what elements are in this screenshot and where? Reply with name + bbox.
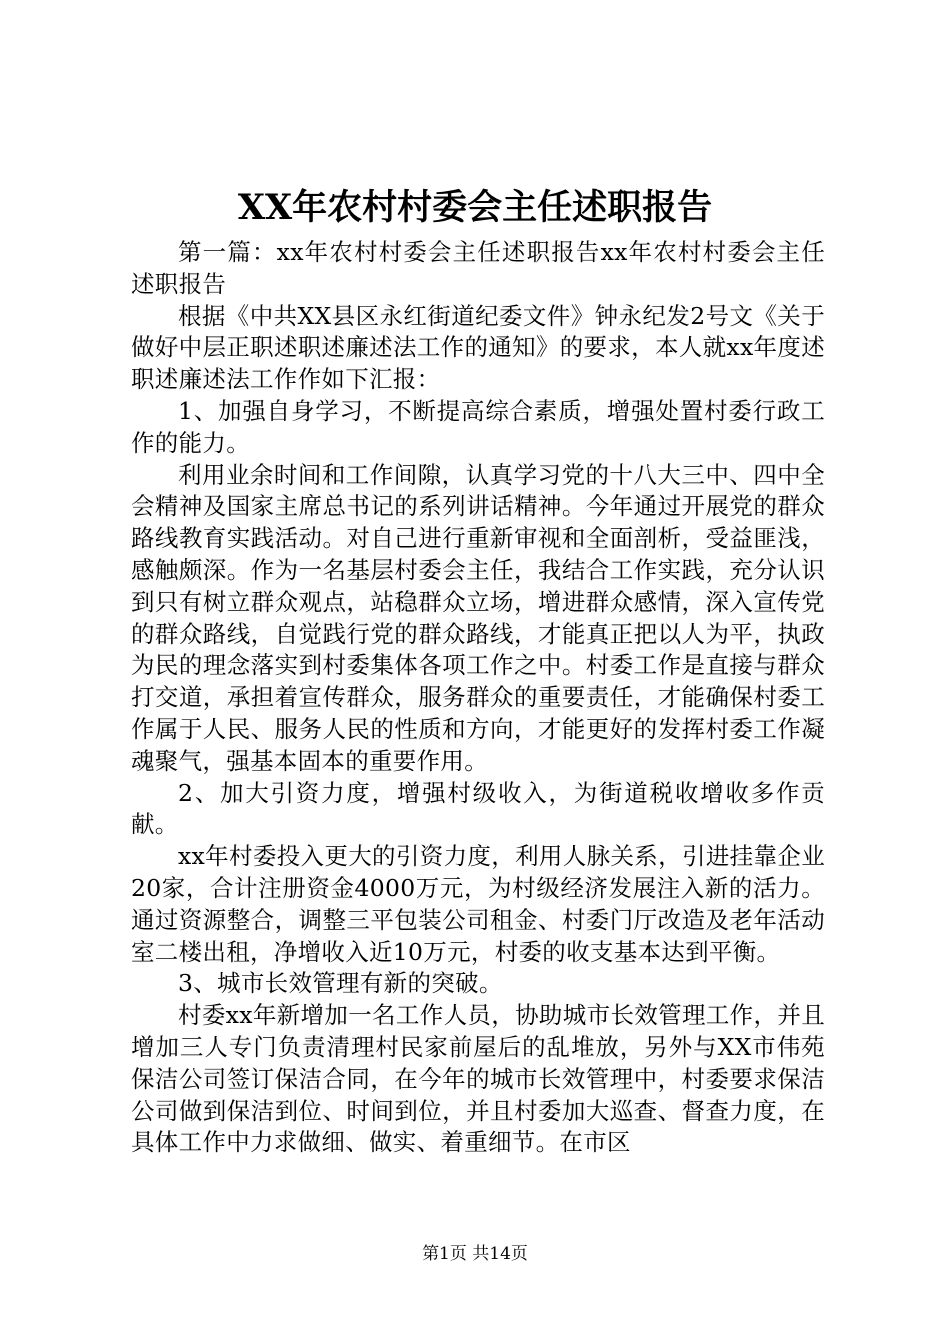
document-title: XX年农村村委会主任述职报告 bbox=[237, 187, 713, 228]
paragraph-basis: 根据《中共XX县区永红街道纪委文件》钟永纪发2号文《关于做好中层正职述职述廉述法工作的通知》的要求，本人就xx年度述职述廉述法工作作如下汇报： bbox=[131, 301, 825, 394]
paragraph-investment: xx年村委投入更大的引资力度，利用人脉关系，引进挂靠企业20家，合计注册资金4000万元，为村级经济发展注入新的活力。通过资源整合，调整三平包装公司租金、村委门厅改造及老年活动室二楼出租，净增收入近10万元，村委的收支基本达到平衡。 bbox=[131, 842, 825, 966]
section-heading-3: 3、城市长效管理有新的突破。 bbox=[178, 969, 503, 998]
paragraph-study: 利用业余时间和工作间隙，认真学习党的十八大三中、四中全会精神及国家主席总书记的系列讲话精神。今年通过开展党的群众路线教育实践活动。对自己进行重新审视和全面剖析，受益匪浅，感触颇深。作为一名基层村委会主任，我结合工作实践，充分认识到只有树立群众观点，站稳群众立场，增进群众感情，深入宣传党的群众路线，自觉践行党的群众路线，才能真正把以人为平，执政为民的理念落实到村委集体各项工作之中。村委工作是直接与群众打交道，承担着宣传群众，服务群众的重要责任，才能确保村委工作属于人民、服务人民的性质和方向，才能更好的发挥村委工作凝魂聚气，强基本固本的重要作用。 bbox=[131, 460, 825, 775]
section-heading-2: 2、加大引资力度，增强村级收入，为街道税收增收多作贡献。 bbox=[131, 778, 825, 839]
page-footer: 第1页 共14页 bbox=[422, 1244, 528, 1264]
document-body bbox=[131, 237, 825, 1159]
section-heading-1: 1、加强自身学习，不断提高综合素质，增强处置村委行政工作的能力。 bbox=[131, 396, 825, 457]
paragraph-intro: 第一篇：xx年农村村委会主任述职报告xx年农村村委会主任述职报告 bbox=[131, 238, 825, 298]
paragraph-city-management: 村委xx年新增加一名工作人员，协助城市长效管理工作，并且增加三人专门负责清理村民家前屋后的乱堆放，另外与XX市伟苑保洁公司签订保洁合同，在今年的城市长效管理中，村委要求保洁公司做到保洁到位、时间到位，并且村委加大巡查、督查力度，在具体工作中力求做细、做实、着重细节。在市区 bbox=[131, 1001, 825, 1157]
